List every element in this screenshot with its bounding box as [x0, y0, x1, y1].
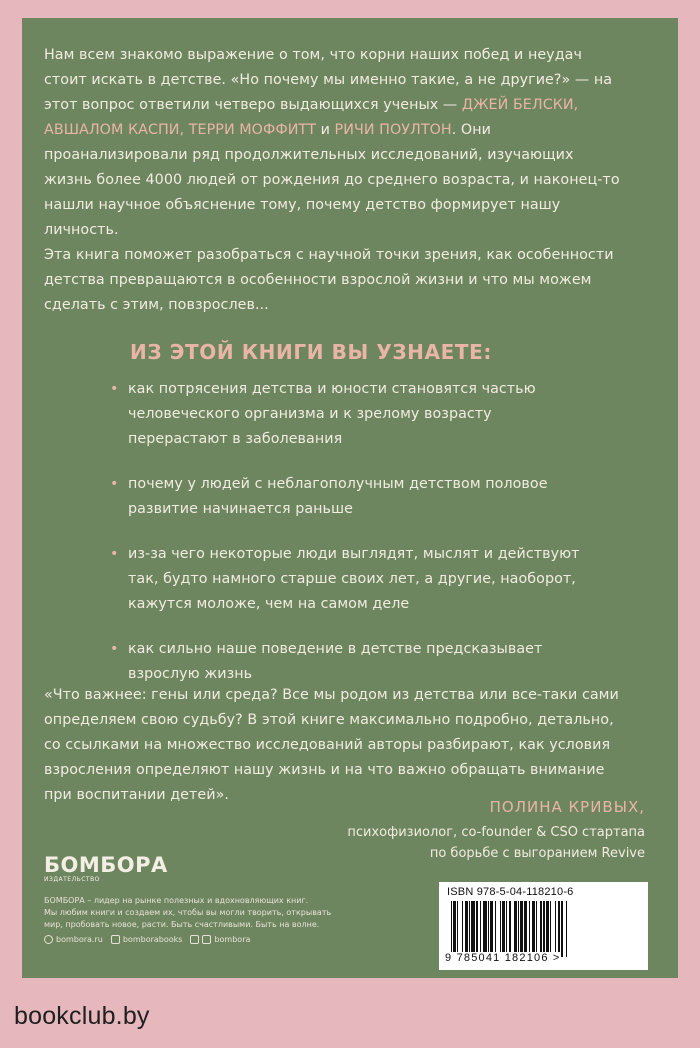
list-item-text: почему у людей с неблагополучным детством половое развитие начинается раньше — [128, 476, 548, 517]
social-website-label: bombora.ru — [56, 935, 103, 944]
learn-list — [110, 377, 590, 687]
barcode — [451, 901, 627, 957]
quote-author-role — [347, 822, 645, 864]
section-heading: ИЗ ЭТОЙ КНИГИ ВЫ УЗНАЕТЕ: — [130, 340, 492, 364]
intro-paragraph — [44, 43, 624, 243]
bullet-icon: • — [110, 381, 119, 397]
testimonial-quote: «Что важнее: гены или среда? Все мы родом из детства или все-таки сами определяем свою судьбу? В этой книге максимально подробно, детально, со ссылками на множество исследований авторы разбирают, как условия взросления определяют нашу жизнь и на что важно обращать внимание при воспитании детей». — [44, 687, 619, 803]
social-icon — [190, 935, 199, 944]
globe-icon — [44, 935, 53, 944]
barcode-number: 9 785041 182106 > — [445, 952, 561, 964]
list-item — [110, 377, 590, 452]
list-item-text: из-за чего некоторые люди выглядят, мыслят и действуют так, будто намного старше своих лет, а другие, наоборот, кажутся моложе, чем на самом деле — [128, 546, 580, 612]
publisher-socials — [44, 935, 250, 944]
quote-author: ПОЛИНА КРИВЫХ, — [489, 798, 645, 816]
social-video-label: bomborabooks — [122, 935, 183, 944]
isbn-barcode-box — [439, 882, 648, 970]
about-line-1: БОМБОРА – лидер на рынке полезных и вдохновляющих книг. — [44, 896, 309, 905]
bullet-icon: • — [110, 476, 119, 492]
list-item-text: как потрясения детства и юности становятся частью человеческого организма и к зрелому возрасту перерастают в заболевания — [128, 381, 536, 447]
publisher-logo: БОМБОРА — [44, 853, 168, 877]
purpose-text: Эта книга поможет разобраться с научной точки зрения, как особенности детства превращаются в особенности взрослой жизни и что мы можем сделать с этим, повзрослев... — [44, 247, 614, 313]
book-purpose-paragraph — [44, 243, 624, 318]
list-item — [110, 637, 590, 687]
intro-text-2: . Они проанализировали ряд продолжительных исследований, изучающих жизнь более 4000 людей от рождения до среднего возраста, и наконец-то нашли научное объяснение тому, почему детство формирует нашу личность. — [44, 122, 620, 238]
about-line-2: Мы любим книги и создаем их, чтобы вы могли творить, открывать — [44, 908, 332, 917]
intro-and: и — [316, 122, 335, 138]
about-line-3: мир, пробовать новое, расти. Быть счастливыми. Быть на волне. — [44, 920, 320, 929]
list-item — [110, 542, 590, 617]
social-icon — [202, 935, 211, 944]
bullet-icon: • — [110, 641, 119, 657]
intro-text-1: Нам всем знакомо выражение о том, что корни наших побед и неудач стоит искать в детстве. «Но почему мы именно такие, а не другие?» — на этот вопрос ответили четверо выдающихся ученых — — [44, 47, 613, 113]
barcode-bar — [567, 901, 568, 957]
social-website — [44, 935, 103, 944]
publisher-about — [44, 895, 404, 931]
role-line-2: по борьбе с выгоранием Revive — [429, 846, 645, 861]
social-networks — [190, 935, 250, 944]
social-video — [111, 935, 183, 944]
list-item — [110, 472, 590, 522]
role-line-1: психофизиолог, co-founder & CSO стартапа — [347, 825, 645, 840]
list-item-text: как сильно наше поведение в детстве предсказывает взрослую жизнь — [128, 641, 543, 682]
website-watermark: bookclub.by — [14, 1002, 150, 1030]
author-names-2: РИЧИ ПОУЛТОН — [334, 122, 452, 138]
bullet-icon: • — [110, 546, 119, 562]
social-networks-label: bombora — [214, 935, 251, 944]
publisher-logo-subtitle: ИЗДАТЕЛЬСТВО — [44, 876, 100, 883]
author-names-1: ДЖЕЙ БЕЛСКИ, АВШАЛОМ КАСПИ, ТЕРРИ МОФФИТТ — [44, 97, 579, 138]
video-icon — [111, 935, 120, 944]
isbn-label: ISBN 978-5-04-118210-6 — [447, 886, 574, 898]
